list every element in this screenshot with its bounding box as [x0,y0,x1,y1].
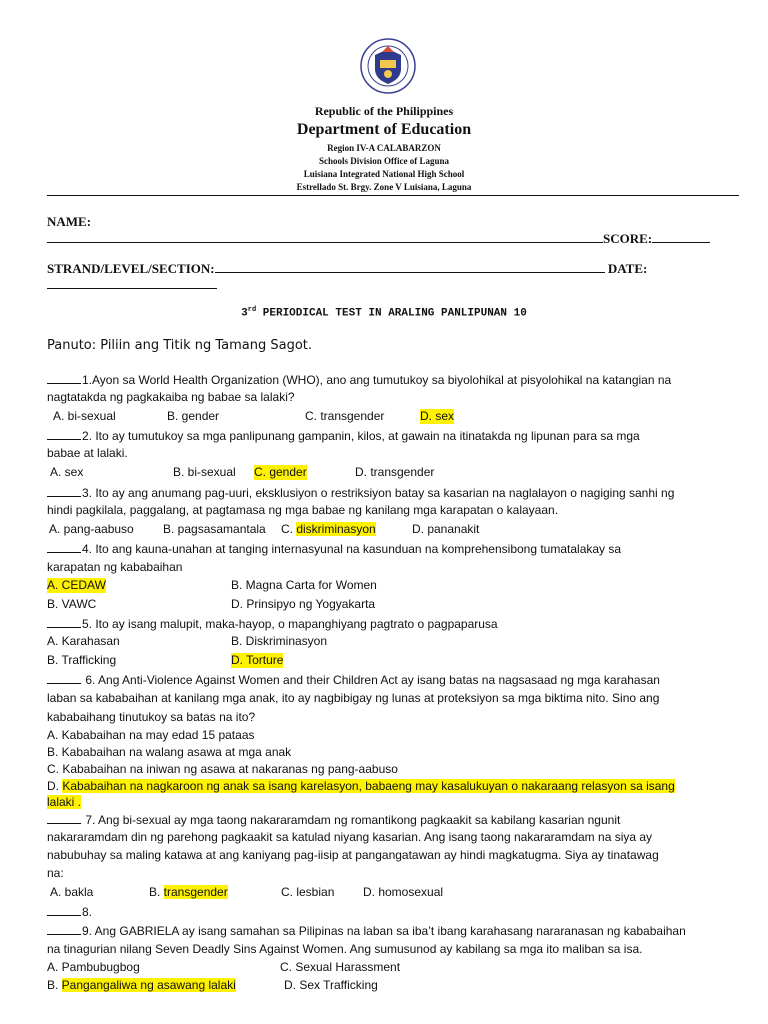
question-6: 6. Ang Anti-Violence Against Women and their Children Act ay isang batas na nagsasaad ng mga karahasan [47,672,660,688]
question-4-cont: karapatan ng kababaihan [47,560,183,574]
q6-option-d-cont: lalaki . [47,795,82,809]
question-3-cont: hindi pagkilala, paggalang, at pagtamasa ng mga babae ng kanilang mga karapatan o kalayaan. [47,503,559,517]
q9-option-b-answer: B. Pangangaliwa ng asawang lalaki [47,978,236,992]
q9-option-a: A. Pambubugbog [47,960,140,974]
deped-seal-icon [360,38,416,94]
region-line: Region IV-A CALABARZON [327,143,441,153]
date-field[interactable] [47,276,217,289]
score-label: SCORE: [603,231,653,246]
answer-blank[interactable] [47,812,81,824]
name-label: NAME: [47,214,92,229]
q5-option-c: B. Trafficking [47,653,117,667]
q7-option-d: D. homosexual [363,885,444,899]
question-1: 1.Ayon sa World Health Organization (WHO), ano ang tumutukoy sa biyolohikal at pisyolohikal na katangian na [47,372,671,388]
q6-option-d-answer: D. Kababaihan na nagkaroon ng anak sa isang karelasyon, babaeng may kasalukuyan o nakaraang relasyon sa isang [47,779,675,793]
question-7-cont2: nabubuhay sa maling katawa at ang kaniyang pag-iisip at pangangatawan ay hindi magkatugma. Siya ay tinatawag [47,848,659,862]
question-6-cont: laban sa kababaihan at kanilang mga anak, ito ay nagbibigay ng lunas at proteksiyon sa mga biktima nito. Sino ang [47,691,660,705]
test-title: 3rd PERIODICAL TEST IN ARALING PANLIPUNAN 10 [241,306,527,320]
q6-option-a: A. Kababaihan na may edad 15 pataas [47,728,255,742]
answer-blank[interactable] [47,541,81,553]
q5-option-b: B. Diskriminasyon [231,634,328,648]
q9-option-d: D. Sex Trafficking [284,978,378,992]
question-9-cont: na tinagurian nilang Seven Deadly Sins Against Women. Ang sumusunod ay kabilang sa mga ito maliban sa isa. [47,942,643,956]
school-address: Estrellado St. Brgy. Zone V Luisiana, Laguna [296,182,472,192]
date-label: DATE: [607,261,648,276]
question-9: 9. Ang GABRIELA ay isang samahan sa Pilipinas na laban sa iba’t ibang karahasang nararanasan ng kababaihan [47,923,686,939]
question-1-cont: nagtatakda ng pagkakaiba ng babae sa lalaki? [47,390,295,404]
answer-blank[interactable] [47,904,81,916]
answer-blank[interactable] [47,485,81,497]
answer-blank[interactable] [47,428,81,440]
q2-option-b: B. bi-sexual [173,465,236,479]
date-row [47,276,217,293]
division-line: Schools Division Office of Laguna [318,156,449,166]
q4-option-d: D. Prinsipyo ng Yogyakarta [231,597,376,611]
q5-option-a: A. Karahasan [47,634,120,648]
answer-blank[interactable] [47,372,81,384]
answer-blank[interactable] [47,616,81,628]
strand-date-row [47,260,647,277]
question-6-cont2: kababaihang tinutukoy sa batas na ito? [47,710,256,724]
q4-option-c: B. VAWC [47,597,97,611]
question-2: 2. Ito ay tumutukoy sa mga panlipunang gampanin, kilos, at gawain na itinatakda ng lipunan para sa mga [47,428,640,444]
q1-option-a: A. bi-sexual [53,409,116,423]
instruction: Panuto: Piliin ang Titik ng Tamang Sagot. [47,338,313,353]
q3-option-d: D. pananakit [412,522,480,536]
name-score-row [47,230,710,247]
score-field[interactable] [652,230,710,243]
q2-option-c-answer: C. gender [254,465,307,479]
q3-option-b: B. pagsasamantala [163,522,266,536]
question-5: 5. Ito ay isang malupit, maka-hayop, o mapanghiyang pagtrato o pagpaparusa [47,616,498,632]
q1-option-b: B. gender [167,409,220,423]
department-title: Department of Education [296,121,472,138]
q6-option-b: B. Kababaihan na walang asawa at mga anak [47,745,292,759]
question-7-cont3: na: [47,866,64,880]
strand-label: STRAND/LEVEL/SECTION: [47,261,215,276]
q3-option-c-answer: C. diskriminasyon [281,522,376,536]
question-7-cont: nakararamdam din ng parehong pagkaakit sa katulad niyang kasarian. Ang isang taong nakararamdam na siya ay [47,830,653,844]
question-4: 4. Ito ang kauna-unahan at tanging internasyunal na kasunduan na komprehensibong tumatalakay sa [47,541,621,557]
q7-option-b-answer: B. transgender [149,885,228,899]
q1-option-d-answer: D. sex [420,409,455,423]
school-name: Luisiana Integrated National High School [303,169,465,179]
q2-option-d: D. transgender [355,465,435,479]
q7-option-a: A. bakla [50,885,94,899]
question-8: 8. [47,904,92,920]
question-3: 3. Ito ay ang anumang pag-uuri, eksklusiyon o restriksiyon batay sa kasarian na naglalayon o nagiging sanhi ng [47,485,674,501]
q1-option-c: C. transgender [305,409,385,423]
strand-field[interactable] [215,260,605,273]
header-divider [47,195,739,196]
q9-option-c: C. Sexual Harassment [280,960,401,974]
q4-option-b: B. Magna Carta for Women [231,578,377,592]
q6-option-c: C. Kababaihan na iniwan ng asawa at nakaranas ng pang-aabuso [47,762,398,776]
q4-option-a-answer: A. CEDAW [47,578,106,592]
question-2-cont: babae at lalaki. [47,446,128,460]
q3-option-a: A. pang-aabuso [49,522,134,536]
name-field[interactable] [47,230,603,243]
q2-option-a: A. sex [50,465,84,479]
question-7: 7. Ang bi-sexual ay mga taong nakararamdam ng romantikong pagkaakit sa kabilang kasarian ngunit [47,812,620,828]
answer-blank[interactable] [47,672,81,684]
republic-line: Republic of the Philippines [314,104,454,118]
q5-option-d-answer: D. Torture [231,653,284,667]
answer-blank[interactable] [47,923,81,935]
q7-option-c: C. lesbian [281,885,335,899]
